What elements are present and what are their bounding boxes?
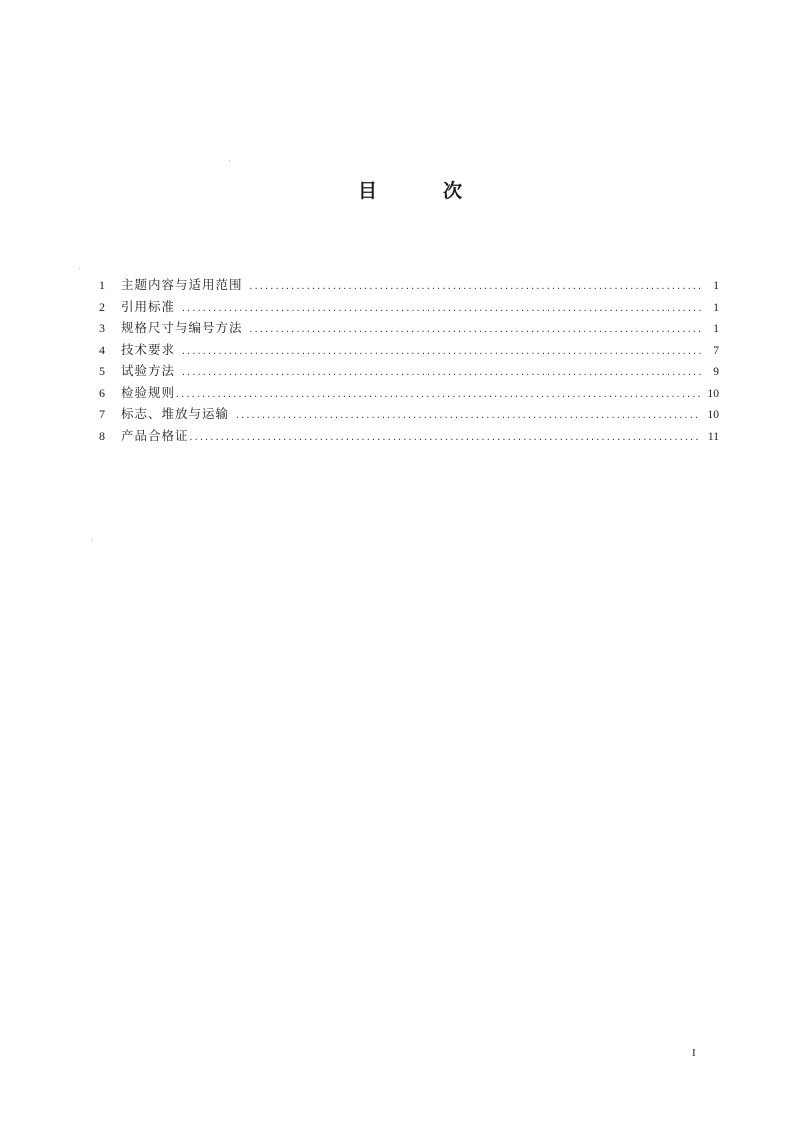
toc-entry[interactable]: [99, 382, 719, 404]
toc-leader-dots: [175, 384, 701, 406]
scan-speck: [79, 268, 80, 269]
toc-entry-number: 2: [99, 299, 105, 314]
toc-entry-page: 1: [713, 323, 719, 335]
scan-speck: [91, 540, 92, 541]
toc-entry-number: 8: [99, 428, 105, 443]
toc-entry[interactable]: [99, 296, 719, 318]
toc-entry-label: 标志、堆放与运输: [121, 406, 230, 421]
toc-leader-dots: [181, 298, 701, 320]
toc-entry-page: 1: [713, 280, 719, 292]
toc-entry-page: 7: [713, 344, 719, 357]
toc-leader-dots: [249, 276, 701, 298]
toc-leader-dots: [189, 427, 701, 449]
toc-entry[interactable]: [99, 403, 719, 425]
title-char-2: 次: [443, 180, 463, 202]
toc-entry-page: 10: [707, 387, 719, 400]
toc-entry-page: 1: [713, 301, 719, 314]
toc-entry[interactable]: [99, 317, 719, 339]
toc-leader-dots: [235, 405, 701, 427]
toc-entry-label: 引用标准: [121, 298, 176, 314]
table-of-contents: [99, 274, 719, 446]
page-number: I: [692, 1047, 696, 1059]
toc-entry-page: 9: [713, 366, 719, 378]
toc-entry-label: 检验规则: [121, 384, 176, 400]
toc-entry-number: 6: [99, 385, 105, 400]
toc-entry-page: 10: [707, 409, 719, 421]
toc-entry[interactable]: [99, 274, 719, 296]
toc-leader-dots: [181, 341, 701, 363]
scan-speck: [229, 160, 230, 161]
toc-entry-number: 7: [99, 407, 105, 421]
page-title: [0, 176, 794, 206]
toc-entry[interactable]: [99, 425, 719, 447]
toc-entry-label: 试验方法: [121, 363, 176, 378]
toc-entry-label: 产品合格证: [121, 427, 189, 443]
toc-entry-label: 技术要求: [121, 341, 176, 357]
toc-entry-number: 4: [99, 342, 105, 357]
toc-entry[interactable]: [99, 339, 719, 361]
toc-entry-page: 11: [707, 430, 719, 443]
toc-leader-dots: [181, 362, 701, 384]
toc-entry-number: 1: [99, 278, 105, 292]
toc-entry-label: 主题内容与适用范围: [121, 277, 243, 292]
toc-leader-dots: [249, 319, 701, 341]
toc-entry-number: 3: [99, 321, 105, 335]
toc-entry[interactable]: [99, 360, 719, 382]
title-char-1: 目: [358, 180, 378, 202]
toc-entry-number: 5: [99, 364, 105, 378]
toc-entry-label: 规格尺寸与编号方法: [121, 320, 243, 335]
